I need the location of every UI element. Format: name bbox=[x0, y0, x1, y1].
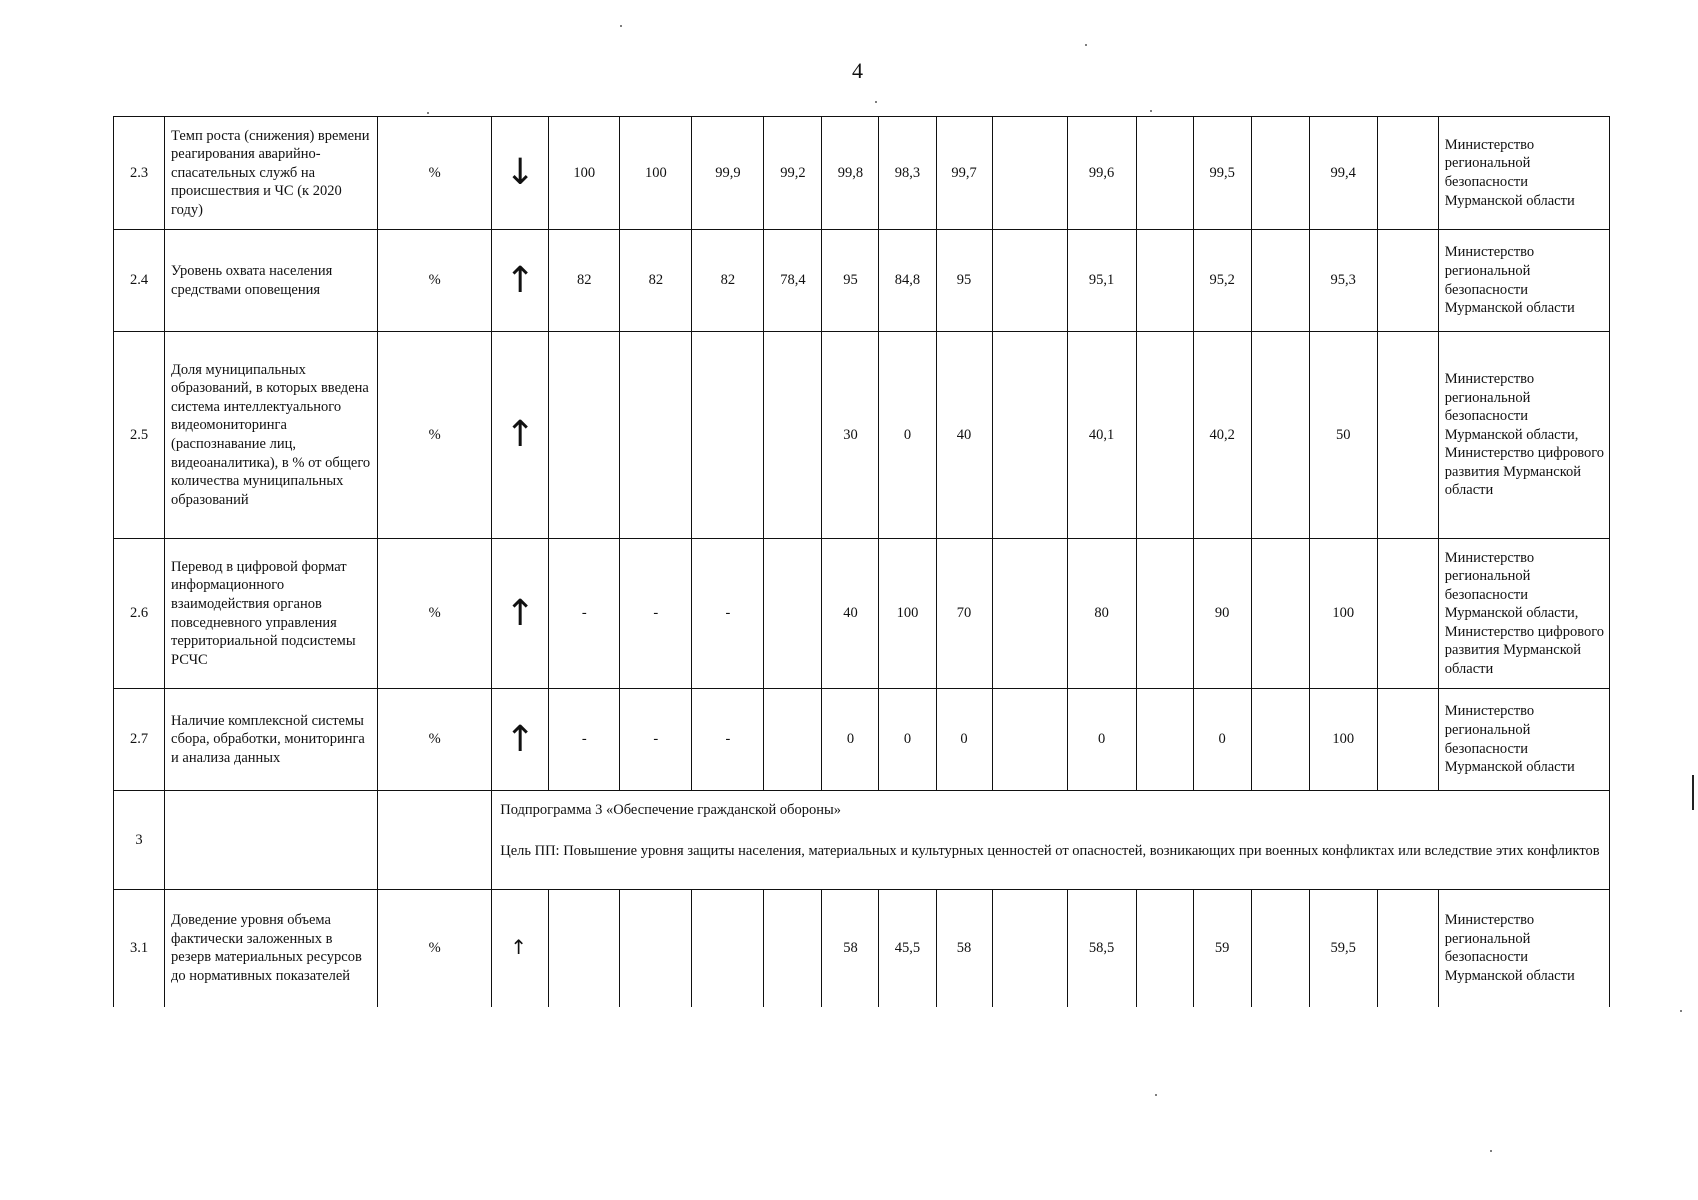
value-cell: 95,3 bbox=[1309, 230, 1377, 332]
value-cell: - bbox=[620, 689, 692, 791]
scan-speck bbox=[1085, 44, 1087, 46]
value-cell: 99,9 bbox=[692, 117, 764, 230]
trend-arrow-up-icon: ↑ bbox=[492, 230, 549, 332]
value-cell: 58 bbox=[822, 890, 879, 1007]
unit: % bbox=[378, 890, 492, 1007]
unit: % bbox=[378, 332, 492, 539]
value-cell bbox=[1136, 890, 1193, 1007]
subprogram-title: Подпрограмма 3 «Обеспечение гражданской обороны» bbox=[500, 802, 842, 818]
indicator-name: Наличие комплексной системы сбора, обработки, мониторинга и анализа данных bbox=[165, 689, 378, 791]
value-cell: 59 bbox=[1193, 890, 1251, 1007]
unit: % bbox=[378, 117, 492, 230]
value-cell: 100 bbox=[549, 117, 620, 230]
value-cell bbox=[1136, 117, 1193, 230]
value-cell bbox=[692, 332, 764, 539]
value-cell: 100 bbox=[1309, 539, 1377, 689]
value-cell: 84,8 bbox=[879, 230, 936, 332]
table-row bbox=[114, 890, 1610, 1007]
unit: % bbox=[378, 539, 492, 689]
value-cell bbox=[764, 890, 822, 1007]
row-number: 3 bbox=[114, 791, 165, 890]
value-cell: - bbox=[620, 539, 692, 689]
indicator-name: Уровень охвата населения средствами оповещения bbox=[165, 230, 378, 332]
scan-speck bbox=[1490, 1150, 1492, 1152]
row-number: 2.5 bbox=[114, 332, 165, 539]
value-cell: 30 bbox=[822, 332, 879, 539]
value-cell: 99,5 bbox=[1193, 117, 1251, 230]
value-cell: 99,7 bbox=[936, 117, 992, 230]
value-cell bbox=[1251, 539, 1309, 689]
scan-speck bbox=[1150, 110, 1152, 112]
unit: % bbox=[378, 689, 492, 791]
value-cell: 45,5 bbox=[879, 890, 936, 1007]
value-cell: - bbox=[549, 689, 620, 791]
row-number: 2.7 bbox=[114, 689, 165, 791]
value-cell: 99,2 bbox=[764, 117, 822, 230]
value-cell: 0 bbox=[1067, 689, 1136, 791]
empty-cell bbox=[378, 791, 492, 890]
value-cell bbox=[1251, 117, 1309, 230]
row-number: 3.1 bbox=[114, 890, 165, 1007]
value-cell: 0 bbox=[936, 689, 992, 791]
value-cell bbox=[1251, 890, 1309, 1007]
value-cell: 99,8 bbox=[822, 117, 879, 230]
value-cell bbox=[1251, 332, 1309, 539]
indicators-table bbox=[113, 116, 1610, 1007]
value-cell: 82 bbox=[549, 230, 620, 332]
value-cell bbox=[1377, 332, 1438, 539]
value-cell bbox=[549, 332, 620, 539]
value-cell: 58,5 bbox=[1067, 890, 1136, 1007]
row-number: 2.4 bbox=[114, 230, 165, 332]
value-cell: 82 bbox=[620, 230, 692, 332]
value-cell bbox=[620, 332, 692, 539]
value-cell: - bbox=[692, 539, 764, 689]
value-cell: 100 bbox=[1309, 689, 1377, 791]
scan-speck bbox=[1155, 1094, 1157, 1096]
value-cell bbox=[764, 539, 822, 689]
indicator-name: Темп роста (снижения) времени реагирования аварийно-спасательных служб на происшествия и ЧС (к 2020 году) bbox=[165, 117, 378, 230]
value-cell bbox=[1377, 230, 1438, 332]
scan-speck bbox=[427, 112, 429, 114]
indicator-name: Доля муниципальных образований, в которых введена система интеллектуального видеомониторинга (распознавание лиц, видеоаналитика), в % от общего количества муниципальных образований bbox=[165, 332, 378, 539]
responsible-body: Министерство региональной безопасности Мурманской области bbox=[1438, 117, 1609, 230]
value-cell bbox=[992, 539, 1067, 689]
value-cell bbox=[764, 689, 822, 791]
value-cell bbox=[992, 890, 1067, 1007]
value-cell: 100 bbox=[620, 117, 692, 230]
trend-arrow-up-icon: ↑ bbox=[492, 890, 549, 1007]
table-row bbox=[114, 689, 1610, 791]
subprogram-description bbox=[492, 791, 1610, 890]
row-number: 2.3 bbox=[114, 117, 165, 230]
value-cell bbox=[1251, 230, 1309, 332]
row-number: 2.6 bbox=[114, 539, 165, 689]
table-row bbox=[114, 230, 1610, 332]
table-row bbox=[114, 332, 1610, 539]
value-cell: 100 bbox=[879, 539, 936, 689]
value-cell bbox=[764, 332, 822, 539]
value-cell: 40 bbox=[936, 332, 992, 539]
value-cell: 50 bbox=[1309, 332, 1377, 539]
value-cell bbox=[1377, 890, 1438, 1007]
value-cell: 80 bbox=[1067, 539, 1136, 689]
value-cell: 82 bbox=[692, 230, 764, 332]
value-cell bbox=[992, 689, 1067, 791]
value-cell: 98,3 bbox=[879, 117, 936, 230]
subprogram-goal: Цель ПП: Повышение уровня защиты населения, материальных и культурных ценностей от опасностей, возникающих при военных конфликтах или вследствие этих конфликтов bbox=[500, 842, 1600, 859]
value-cell: 90 bbox=[1193, 539, 1251, 689]
value-cell: 40 bbox=[822, 539, 879, 689]
scan-edge-mark bbox=[1692, 775, 1694, 810]
value-cell: - bbox=[692, 689, 764, 791]
value-cell: 99,6 bbox=[1067, 117, 1136, 230]
value-cell: 95,2 bbox=[1193, 230, 1251, 332]
indicator-name: Доведение уровня объема фактически заложенных в резерв материальных ресурсов до нормативных показателей bbox=[165, 890, 378, 1007]
unit: % bbox=[378, 230, 492, 332]
value-cell bbox=[1377, 117, 1438, 230]
scan-speck bbox=[1680, 1010, 1682, 1012]
trend-arrow-up-icon: ↑ bbox=[492, 689, 549, 791]
trend-arrow-down-icon: ↓ bbox=[492, 117, 549, 230]
subprogram-row bbox=[114, 791, 1610, 890]
scan-speck bbox=[620, 25, 622, 27]
value-cell: 40,2 bbox=[1193, 332, 1251, 539]
value-cell bbox=[1251, 689, 1309, 791]
value-cell: 59,5 bbox=[1309, 890, 1377, 1007]
value-cell: 0 bbox=[879, 689, 936, 791]
value-cell bbox=[1377, 539, 1438, 689]
table-row bbox=[114, 539, 1610, 689]
value-cell: 95,1 bbox=[1067, 230, 1136, 332]
value-cell bbox=[992, 117, 1067, 230]
value-cell bbox=[992, 332, 1067, 539]
value-cell bbox=[1136, 332, 1193, 539]
table-row bbox=[114, 117, 1610, 230]
value-cell bbox=[549, 890, 620, 1007]
responsible-body: Министерство региональной безопасности Мурманской области bbox=[1438, 689, 1609, 791]
value-cell: 95 bbox=[822, 230, 879, 332]
empty-cell bbox=[165, 791, 378, 890]
trend-arrow-up-icon: ↑ bbox=[492, 539, 549, 689]
value-cell: 70 bbox=[936, 539, 992, 689]
value-cell bbox=[1136, 539, 1193, 689]
value-cell: 58 bbox=[936, 890, 992, 1007]
value-cell: 99,4 bbox=[1309, 117, 1377, 230]
value-cell: 40,1 bbox=[1067, 332, 1136, 539]
value-cell: 0 bbox=[879, 332, 936, 539]
value-cell: 78,4 bbox=[764, 230, 822, 332]
value-cell bbox=[620, 890, 692, 1007]
responsible-body: Министерство региональной безопасности Мурманской области, Министерство цифрового развития Мурманской области bbox=[1438, 539, 1609, 689]
trend-arrow-up-icon: ↑ bbox=[492, 332, 549, 539]
value-cell bbox=[1136, 230, 1193, 332]
value-cell: 95 bbox=[936, 230, 992, 332]
responsible-body: Министерство региональной безопасности Мурманской области bbox=[1438, 890, 1609, 1007]
responsible-body: Министерство региональной безопасности Мурманской области bbox=[1438, 230, 1609, 332]
indicator-name: Перевод в цифровой формат информационного взаимодействия органов повседневного управления территориальной подсистемы РСЧС bbox=[165, 539, 378, 689]
value-cell: 0 bbox=[1193, 689, 1251, 791]
value-cell: - bbox=[549, 539, 620, 689]
scan-speck bbox=[875, 101, 877, 103]
responsible-body: Министерство региональной безопасности Мурманской области, Министерство цифрового развития Мурманской области bbox=[1438, 332, 1609, 539]
page-number: 4 bbox=[852, 58, 863, 83]
value-cell bbox=[1377, 689, 1438, 791]
value-cell: 0 bbox=[822, 689, 879, 791]
value-cell bbox=[992, 230, 1067, 332]
value-cell bbox=[692, 890, 764, 1007]
value-cell bbox=[1136, 689, 1193, 791]
